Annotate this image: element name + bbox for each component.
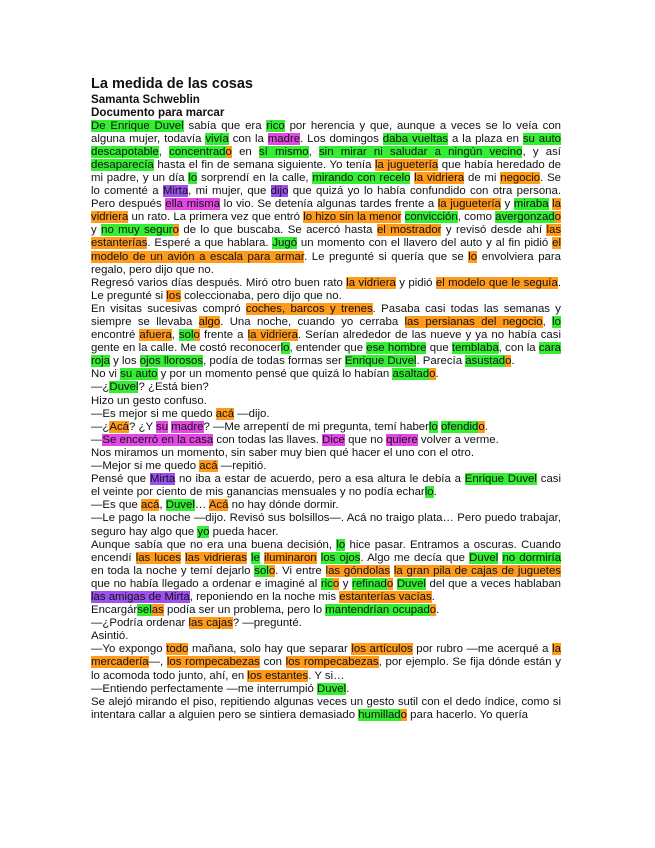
highlight-green: sel — [137, 604, 152, 617]
highlight-orange: o — [332, 577, 340, 590]
highlight-green: ric — [320, 577, 333, 590]
highlight-green: daba vueltas — [382, 132, 449, 145]
highlight-orange: o — [478, 420, 485, 433]
paragraph: —Se encerró en la casa con todas las llaves. Dice que no quiere volver a verme. — [91, 433, 499, 446]
highlight-violet: las amigas de Mirta — [91, 590, 190, 603]
highlight-green: mantendrían ocupad — [325, 604, 430, 617]
highlight-orange: las estanterías — [91, 224, 562, 250]
highlight-green: lo — [336, 538, 346, 551]
highlight-orange: el modelo que le seguía — [435, 276, 558, 289]
highlight-green: refinad — [352, 577, 387, 590]
highlight-green: lo — [428, 420, 438, 433]
highlight-green: su auto descapotable — [91, 132, 561, 158]
highlight-orange: la vidriera — [414, 171, 465, 184]
highlight-green: asaltad — [392, 368, 430, 381]
highlight-orange: o — [400, 708, 407, 721]
highlight-orange: las luces — [135, 551, 181, 564]
highlight-orange: la juguetería — [375, 158, 439, 171]
highlight-green: Duvel — [109, 381, 139, 394]
highlight-orange: Acá — [109, 420, 129, 433]
highlight-green: Duvel — [165, 499, 195, 512]
highlight-green: lo — [280, 342, 290, 355]
highlight-magenta: Se encerró en la casa — [102, 433, 214, 446]
highlight-green: ojos llorosos — [139, 355, 204, 368]
paragraph: En visitas sucesivas compró coches, barcos y trenes. Pasaba casi todas las semanas y siempre se llevaba algo. Una noche, cuando yo cerraba las persianas del negocio, lo encontré afuera, solo frente a la vidriera. Serían alrededor de las nueve y ya no había casi gente en la calle. Me costó reconocerlo, entender que ese hombre que temblaba, con la cara roja y los ojos llorosos, podía de todas formas ser Enrique Duvel. Parecía asustado. — [91, 302, 561, 368]
highlight-orange: las cajas — [188, 617, 233, 630]
highlight-orange: Acá — [208, 499, 229, 512]
highlight-orange: iluminaron — [264, 551, 317, 564]
paragraph: —Entiendo perfectamente —me interrumpió Duvel. — [91, 682, 350, 695]
document-title: La medida de las cosas — [91, 76, 253, 92]
highlight-orange: o — [225, 145, 232, 158]
highlight-violet: dijo — [270, 185, 289, 198]
highlight-green: convicción — [404, 211, 458, 224]
highlight-orange: la vidriera — [247, 329, 298, 342]
document-page — [91, 76, 561, 722]
highlight-orange: o — [429, 368, 436, 381]
highlight-orange: la vidriera — [346, 276, 396, 289]
paragraph: —Es mejor si me quedo acá —dijo. — [91, 407, 270, 420]
paragraph: —¿Duvel? ¿Está bien? — [91, 381, 209, 394]
paragraph: —Yo expongo todo mañana, solo hay que separar los artículos por rubro —me acerqué a la mercadería—, los rompecabezas con los rompecabezas, por ejemplo. Se fija dónde están y lo acomoda todo junto, ahí, en los estantes. Y si… — [91, 643, 561, 682]
highlight-orange: la vidriera — [91, 198, 562, 224]
highlight-violet: Mirta — [149, 473, 176, 486]
highlight-orange: lo — [468, 250, 478, 263]
paragraph: —¿Acá? ¿Y su madre? —Me arrepentí de mi pregunta, temí haberlo ofendido. — [91, 420, 488, 433]
paragraph: —Es que acá, Duvel… Acá no hay dónde dormir. — [91, 499, 339, 512]
highlight-green: lo — [188, 171, 198, 184]
highlight-green: concentrad — [169, 145, 226, 158]
highlight-orange: as — [151, 604, 164, 617]
paragraph: —¿Podría ordenar las cajas? —pregunté. — [91, 617, 302, 630]
highlight-orange: o — [172, 224, 179, 237]
highlight-green: miraba — [513, 198, 549, 211]
highlight-green: vivía — [205, 132, 229, 145]
highlight-magenta: quiere — [386, 433, 418, 446]
highlight-orange: las góndolas — [325, 564, 391, 577]
highlight-green: lo — [552, 316, 561, 328]
highlight-green: humillad — [358, 708, 401, 721]
highlight-magenta: madre — [267, 132, 301, 145]
highlight-green: desaparecía — [91, 158, 154, 171]
highlight-violet: Mirta — [162, 185, 189, 198]
highlight-orange: o — [505, 355, 512, 368]
paragraph: Hizo un gesto confuso. — [91, 394, 207, 407]
highlight-orange: los artículos — [351, 643, 413, 656]
highlight-green: mirando con recelo — [312, 171, 411, 184]
highlight-green: Enrique Duvel — [464, 473, 537, 486]
highlight-green: De Enrique Duvel — [91, 119, 184, 132]
highlight-orange: el mostrador — [376, 224, 442, 237]
highlight-magenta: ella misma — [165, 198, 221, 211]
highlight-green: los ojos — [320, 551, 361, 564]
highlight-green: cara roja — [91, 342, 561, 368]
highlight-green: le — [251, 551, 260, 564]
highlight-orange: todo — [166, 643, 189, 656]
highlight-orange: acá — [215, 407, 235, 420]
highlight-orange: coches, barcos y trenes — [245, 302, 373, 315]
highlight-magenta: su — [156, 420, 169, 433]
highlight-orange: o — [429, 604, 437, 617]
highlight-green: lo — [424, 486, 434, 499]
highlight-green: sin mirar ni saludar a ningún vecino — [318, 145, 523, 158]
highlight-orange: acá — [199, 460, 218, 473]
paragraph: Pensé que Mirta no iba a estar de acuerdo, pero a esa altura le debía a Enrique Duvel casi el veinte por ciento de mis ganancias mensuales y no podía echarlo. — [91, 473, 561, 499]
highlight-magenta: madre — [171, 420, 204, 433]
highlight-orange: o — [268, 564, 276, 577]
highlight-orange: las persianas del negocio — [404, 316, 543, 328]
highlight-orange: lo hizo sin la menor — [303, 211, 402, 224]
highlight-orange: estanterías vacías — [339, 590, 432, 603]
highlight-orange: los estantes — [247, 669, 309, 682]
highlight-green: rico — [266, 119, 285, 132]
highlight-green: sol — [254, 564, 269, 577]
highlight-green: avergonzad — [495, 211, 555, 224]
highlight-orange: o — [386, 577, 394, 590]
highlight-orange: negocio — [500, 171, 541, 184]
highlight-green: sol — [178, 329, 194, 342]
highlight-orange: los — [166, 289, 181, 302]
paragraph: No vi su auto y por un momento pensé que quizá lo habían asaltado. — [91, 368, 439, 381]
highlight-green: temblaba — [451, 342, 499, 355]
highlight-orange: algo — [198, 316, 221, 328]
paragraph: De Enrique Duvel sabía que era rico por herencia y que, aunque a veces se lo veía con alguna mujer, todavía vivía con la madre. Los domingos daba vueltas a la plaza en su auto descapotable, concentrado en sí mismo, sin mirar ni saludar a ningún vecino, y así desaparecía hasta el fin de semana siguiente. Yo tenía la juguetería que había heredado de mi padre, y un día lo sorprendí en la calle, mirando con recelo la vidriera de mi negocio. Se lo comenté a Mirta, mi mujer, que dijo que quizá yo lo había confundido con otra persona. Pero después ella misma lo vio. Se detenía algunas tardes frente a la juguetería y miraba la vidriera un rato. La primera vez que entró lo hizo sin la menor convicción, como avergonzado y no muy seguro de lo que buscaba. Se acercó hasta el mostrador y revisó desde ahí las estanterías. Esperé a que hablara. Jugó un momento con el llavero del auto y al fin pidió el modelo de un avión a escala para armar. Le pregunté si quería que se lo envolviera para regalo, pero dijo que no. — [91, 119, 562, 276]
document-subtitle: Documento para marcar — [91, 106, 225, 120]
paragraph: Se alejó mirando el piso, repitiendo algunas veces un gesto sutil con el dedo índice, como si intentara callar a alguien pero se sintiera demasiado humillado para hacerlo. Yo quería — [91, 695, 561, 721]
highlight-green: ese hombre — [366, 342, 427, 355]
highlight-green: ofendid — [440, 420, 479, 433]
highlight-orange: el modelo de un avión a escala para armar — [91, 237, 561, 263]
highlight-green: Enrique Duvel — [344, 355, 417, 368]
highlight-orange: la juguetería — [437, 198, 501, 211]
highlight-orange: acá — [141, 499, 160, 512]
highlight-green: Duvel — [469, 551, 499, 564]
highlight-green: Duvel — [317, 682, 347, 695]
highlight-orange: o — [193, 329, 200, 342]
highlight-green: yo — [197, 525, 210, 538]
paragraph: —Le pago la noche —dijo. Revisó sus bolsillos—. Acá no traigo plata… Pero puedo trabajar, seguro hay algo que yo pueda hacer. — [91, 512, 561, 538]
paragraph: Regresó varios días después. Miró otro buen rato la vidriera y pidió el modelo que le seguía. Le pregunté si los coleccionaba, pero dijo que no. — [91, 276, 561, 302]
paragraph: Encargárselas podía ser un problema, pero lo mantendrían ocupado. — [91, 604, 440, 617]
highlight-green: Duvel — [396, 577, 426, 590]
highlight-orange: las vidrieras — [185, 551, 247, 564]
document-author: Samanta Schweblin — [91, 93, 200, 106]
document-body — [91, 120, 561, 722]
highlight-green: no muy segur — [101, 224, 173, 237]
highlight-green: sí mismo — [258, 145, 309, 158]
highlight-green: no dormiría — [502, 551, 562, 564]
paragraph: —Mejor si me quedo acá —repitió. — [91, 460, 267, 473]
highlight-green: su auto — [120, 368, 158, 381]
highlight-orange: la gran pila de cajas de juguetes — [393, 564, 561, 577]
highlight-orange: la mercadería — [91, 643, 561, 669]
highlight-orange: los rompecabezas — [166, 656, 260, 669]
highlight-orange: o — [554, 211, 561, 224]
highlight-magenta: Dice — [322, 433, 345, 446]
paragraph: Nos miramos un momento, sin saber muy bien qué hacer el uno con el otro. — [91, 446, 475, 459]
paragraph: Asintió. — [91, 630, 129, 643]
highlight-green: Jugó — [272, 237, 298, 250]
highlight-green: asustad — [465, 355, 506, 368]
highlight-orange: afuera — [139, 329, 172, 342]
highlight-orange: los rompecabezas — [285, 656, 379, 669]
paragraph: Aunque sabía que no era una buena decisión, lo hice pasar. Entramos a oscuras. Cuando encendí las luces las vidrieras le iluminaron los ojos. Algo me decía que Duvel no dormiría en toda la noche y temí dejarlo solo. Vi entre las góndolas la gran pila de cajas de juguetes que no había llegado a ordenar e imaginé al rico y refinado Duvel del que a veces hablaban las amigas de Mirta, reponiendo en la noche mis estanterías vacías. — [91, 538, 562, 603]
